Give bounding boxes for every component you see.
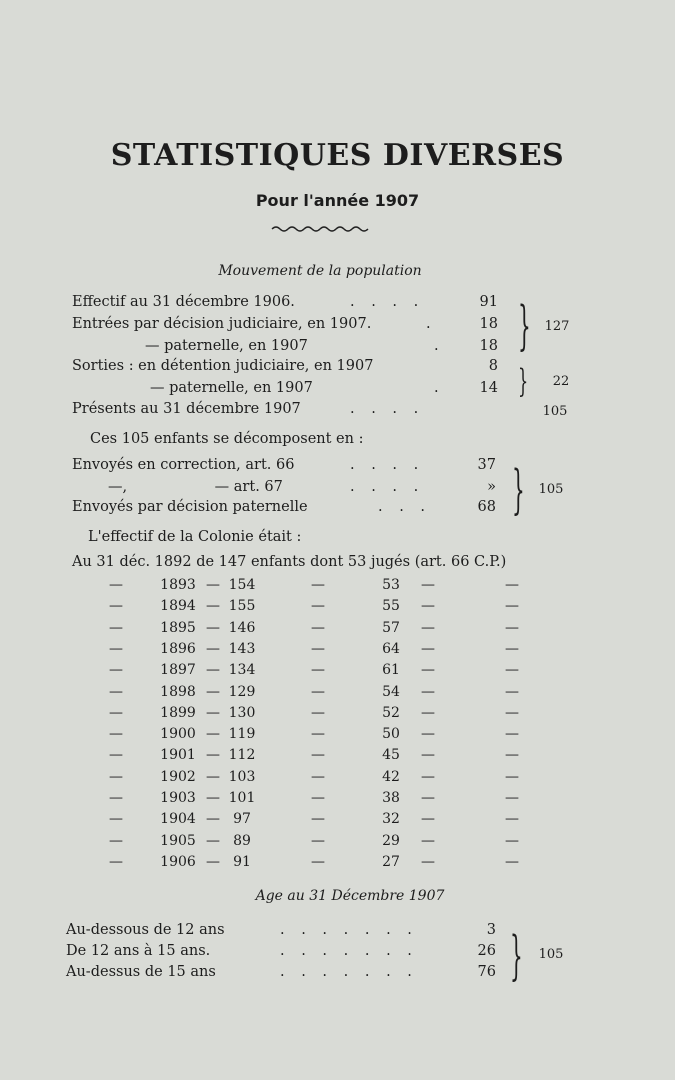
ditto-dash: —: [505, 853, 519, 870]
effectif-juges: 55: [382, 598, 400, 615]
ditto-dash: —: [311, 811, 325, 828]
effectif-enfants: 143: [228, 640, 256, 657]
page-title: STATISTIQUES DIVERSES: [110, 138, 565, 173]
effectif-juges: 64: [382, 640, 400, 657]
effectif-row: [0, 726, 675, 746]
ditto-dash: —: [109, 811, 123, 828]
ditto-dash: —: [109, 619, 123, 636]
effectif-year: 1896: [160, 640, 196, 657]
effectif-year: 1897: [160, 662, 196, 679]
row-label: De 12 ans à 15 ans.: [66, 943, 211, 959]
row-label: Au-dessous de 12 ans: [66, 922, 225, 938]
effectif-first-line: Au 31 déc. 1892 de 147 enfants dont 53 jugés (art. 66 C.P.): [72, 554, 507, 570]
ditto-dash: —: [109, 726, 123, 743]
leader-dots: . . . .: [350, 479, 425, 495]
page-subtitle: Pour l'année 1907: [255, 191, 420, 210]
effectif-juges: 42: [382, 768, 400, 785]
ditto-dash: —: [109, 577, 123, 593]
ditto-dash: —: [311, 598, 325, 615]
leader-dots: . . . .: [350, 294, 425, 310]
row-label: Envoyés par décision paternelle: [72, 499, 308, 515]
ditto-dash: —: [206, 853, 220, 870]
effectif-row: [0, 662, 675, 682]
mouvement-row: [0, 338, 675, 358]
total-present: 105: [542, 404, 568, 419]
effectif-juges: 52: [382, 704, 400, 721]
effectif-enfants: 155: [228, 598, 256, 615]
row-value: 76: [477, 964, 496, 980]
effectif-row: [0, 790, 675, 810]
effectif-juges: 61: [382, 662, 400, 679]
decomposition-row: [0, 499, 675, 519]
ditto-dash: —: [109, 790, 123, 806]
ditto-dash: —: [206, 726, 220, 743]
effectif-row: [0, 620, 675, 640]
ditto-dash: —: [311, 832, 325, 849]
ditto-dash: —: [505, 662, 519, 679]
ditto-dash: —: [421, 768, 435, 785]
leader-dots: . . . . . . .: [280, 964, 418, 980]
effectif-enfants: 129: [228, 683, 256, 700]
ditto-dash: —: [421, 683, 435, 700]
effectif-year: 1899: [160, 704, 196, 721]
row-value: 14: [479, 380, 498, 396]
effectif-row: [0, 577, 675, 597]
effectif-enfants: 134: [228, 662, 256, 679]
ditto-dash: —: [311, 683, 325, 700]
effectif-year: 1895: [160, 619, 196, 636]
ditto-dash: —: [311, 768, 325, 785]
ditto-dash: —: [505, 704, 519, 721]
effectif-year: 1901: [160, 747, 196, 764]
mouvement-row: [0, 294, 675, 314]
ditto-dash: —: [421, 662, 435, 679]
leader-dots: . . . .: [350, 457, 425, 473]
effectif-enfants: 101: [228, 790, 256, 806]
ditto-dash: —: [311, 726, 325, 743]
ditto-dash: —: [505, 768, 519, 785]
ditto-dash: —: [206, 811, 220, 828]
section-heading-mouvement: Mouvement de la population: [218, 263, 422, 279]
ditto-dash: —: [109, 747, 123, 764]
effectif-year: 1906: [160, 853, 196, 870]
ditto-dash: —: [109, 832, 123, 849]
ditto-dash: —: [421, 726, 435, 743]
ditto-dash: —: [206, 662, 220, 679]
ditto-dash: —: [421, 619, 435, 636]
row-value: 18: [479, 316, 498, 332]
ditto-dash: —: [206, 683, 220, 700]
age-row: [0, 964, 675, 984]
effectif-row: [0, 705, 675, 725]
ditto-dash: —: [311, 853, 325, 870]
ditto-dash: —: [311, 640, 325, 657]
ditto-dash: —: [109, 704, 123, 721]
row-value: 8: [488, 358, 498, 374]
ditto-dash: —: [421, 747, 435, 764]
ditto-dash: —: [109, 768, 123, 785]
ditto-dash: —: [505, 811, 519, 828]
decomposition-row: [0, 457, 675, 477]
ditto-dash: —: [206, 619, 220, 636]
effectif-enfants: 154: [228, 577, 256, 593]
ditto-dash: —: [505, 683, 519, 700]
leader-dots: . . .: [378, 499, 432, 515]
ditto-dash: —: [206, 577, 220, 593]
row-value: 26: [477, 943, 496, 959]
ditto-dash: —: [505, 726, 519, 743]
row-value: 68: [477, 499, 496, 515]
leader-dots: . . . . . . .: [280, 943, 418, 959]
ditto-dash: —: [421, 598, 435, 615]
ditto-dash: —: [421, 640, 435, 657]
ditto-dash: —: [206, 704, 220, 721]
effectif-year: 1902: [160, 768, 196, 785]
brace: }: [512, 458, 525, 521]
effectif-enfants: 130: [228, 704, 256, 721]
row-label: —, — art. 67: [108, 479, 283, 495]
ditto-dash: —: [421, 790, 435, 806]
effectif-year: 1898: [160, 683, 196, 700]
effectif-row: [0, 833, 675, 853]
row-value: 37: [477, 457, 496, 473]
ditto-dash: —: [421, 577, 435, 593]
effectif-row: [0, 641, 675, 661]
effectif-row: [0, 598, 675, 618]
age-row: [0, 943, 675, 963]
age-total: 105: [538, 947, 564, 962]
effectif-row: [0, 684, 675, 704]
ditto-dash: —: [311, 662, 325, 679]
row-label: Au-dessus de 15 ans: [66, 964, 216, 980]
ditto-dash: —: [421, 853, 435, 870]
effectif-juges: 54: [382, 683, 400, 700]
section-heading-age: Age au 31 Décembre 1907: [255, 888, 445, 904]
decorative-squiggle: [270, 224, 374, 234]
ditto-dash: —: [311, 790, 325, 806]
brace: }: [510, 924, 523, 987]
ditto-dash: —: [505, 640, 519, 657]
effectif-enfants: 112: [228, 747, 256, 764]
ditto-dash: —: [311, 619, 325, 636]
row-label: Sorties : en détention judiciaire, en 1907: [72, 358, 374, 374]
ditto-dash: —: [505, 790, 519, 806]
total-entries: 127: [544, 319, 570, 334]
brace: }: [518, 294, 531, 357]
effectif-juges: 50: [382, 726, 400, 743]
row-value: 18: [479, 338, 498, 354]
leader-dots: .: [434, 380, 445, 396]
decomposition-row: [0, 479, 675, 499]
effectif-juges: 32: [382, 811, 400, 828]
effectif-juges: 53: [382, 577, 400, 593]
leader-dots: .: [426, 316, 437, 332]
effectif-juges: 27: [382, 853, 400, 870]
effectif-juges: 29: [382, 832, 400, 849]
effectif-juges: 38: [382, 790, 400, 806]
ditto-dash: —: [505, 598, 519, 615]
row-label: Envoyés en correction, art. 66: [72, 457, 295, 473]
effectif-year: 1903: [160, 790, 196, 806]
ditto-dash: —: [109, 640, 123, 657]
row-label: Effectif au 31 décembre 1906.: [72, 294, 295, 310]
ditto-dash: —: [505, 577, 519, 593]
effectif-row: [0, 769, 675, 789]
row-label: — paternelle, en 1907: [145, 338, 308, 354]
effectif-juges: 45: [382, 747, 400, 764]
effectif-enfants: 119: [228, 726, 256, 743]
ditto-dash: —: [206, 598, 220, 615]
effectif-enfants: 91: [233, 853, 251, 870]
total-exits: 22: [552, 374, 570, 389]
row-label: Présents au 31 décembre 1907: [72, 401, 301, 417]
leader-dots: .: [434, 338, 445, 354]
ditto-dash: —: [311, 704, 325, 721]
effectif-row: [0, 854, 675, 874]
effectif-year: 1904: [160, 811, 196, 828]
effectif-enfants: 89: [233, 832, 251, 849]
brace: }: [518, 362, 529, 400]
ditto-dash: —: [109, 683, 123, 700]
ditto-dash: —: [311, 747, 325, 764]
ditto-dash: —: [206, 790, 220, 806]
ditto-dash: —: [505, 747, 519, 764]
leader-dots: . . . . . . .: [280, 922, 418, 938]
ditto-dash: —: [421, 811, 435, 828]
leader-dots: . . . .: [350, 401, 425, 417]
effectif-juges: 57: [382, 619, 400, 636]
effectif-year: 1893: [160, 577, 196, 593]
row-label: — paternelle, en 1907: [150, 380, 313, 396]
ditto-dash: —: [311, 577, 325, 593]
effectif-year: 1900: [160, 726, 196, 743]
ditto-dash: —: [421, 832, 435, 849]
effectif-row: [0, 747, 675, 767]
ditto-dash: —: [206, 832, 220, 849]
effectif-enfants: 103: [228, 768, 256, 785]
age-row: [0, 922, 675, 942]
row-value: 3: [486, 922, 496, 938]
ditto-dash: —: [109, 662, 123, 679]
ditto-dash: —: [109, 853, 123, 870]
effectif-enfants: 97: [233, 811, 251, 828]
row-label: Entrées par décision judiciaire, en 1907.: [72, 316, 372, 332]
decomposition-total: 105: [538, 482, 564, 497]
ditto-dash: —: [206, 747, 220, 764]
ditto-dash: —: [505, 832, 519, 849]
effectif-year: 1905: [160, 832, 196, 849]
ditto-dash: —: [206, 640, 220, 657]
effectif-row: [0, 811, 675, 831]
ditto-dash: —: [109, 598, 123, 615]
effectif-year: 1894: [160, 598, 196, 615]
effectif-enfants: 146: [228, 619, 256, 636]
row-value: »: [487, 479, 496, 495]
decomposition-intro: Ces 105 enfants se décomposent en :: [90, 431, 364, 447]
ditto-dash: —: [505, 619, 519, 636]
ditto-dash: —: [421, 704, 435, 721]
effectif-intro: L'effectif de la Colonie était :: [88, 529, 302, 545]
row-value: 91: [479, 294, 498, 310]
ditto-dash: —: [206, 768, 220, 785]
